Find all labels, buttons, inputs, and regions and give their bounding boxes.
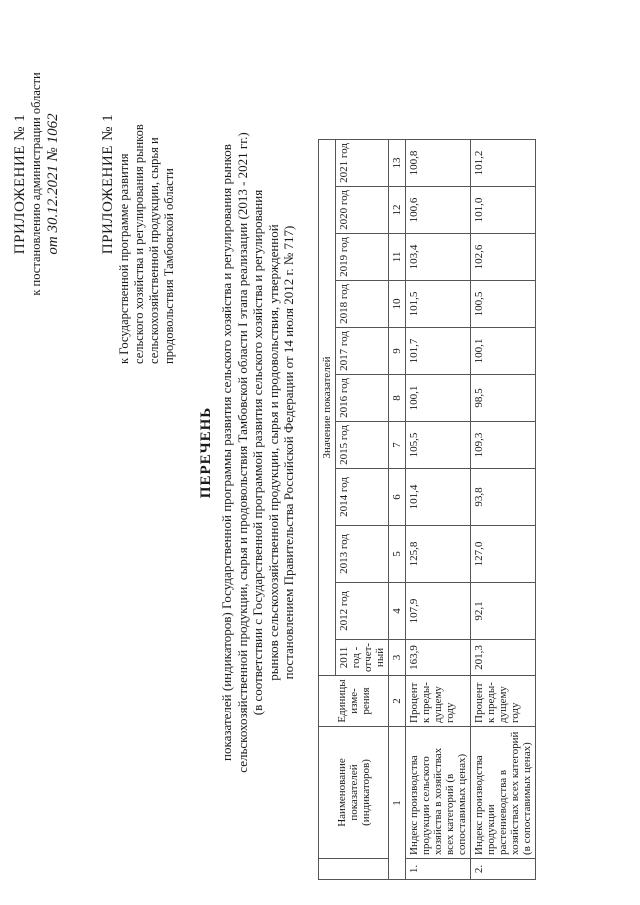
indicator-name-cell: Индекс производства продукции сельского хозяйства в хозяйствах всех категорий (в сопоставимых ценах) <box>406 727 471 859</box>
table-column-numbers-row <box>389 139 406 879</box>
column-number-cell: 4 <box>389 582 406 639</box>
table-header-cell: 2018 год <box>336 280 389 327</box>
table-header-cell: 2016 год <box>336 374 389 421</box>
appendix-title: ПРИЛОЖЕНИЕ № 1 <box>12 113 28 255</box>
column-number-cell: 12 <box>389 186 406 233</box>
heading-line: (в соответствии с Государственной программой развития сельского хозяйства и регулирования <box>250 189 265 716</box>
unit-cell: Процент к преды-дущему году <box>471 676 536 727</box>
value-cell: 163,9 <box>406 639 471 675</box>
column-number-cell: 11 <box>389 233 406 280</box>
table-header-cell: 2013 год <box>336 525 389 582</box>
document-heading <box>198 0 297 905</box>
column-number-cell: 10 <box>389 280 406 327</box>
value-cell: 92,1 <box>471 582 536 639</box>
value-cell: 100,1 <box>471 327 536 374</box>
appendix-program-line: сельскохозяйственной продукции, сырья и <box>147 137 161 364</box>
appendix-program-line: сельского хозяйства и регулирования рынков <box>132 124 146 364</box>
value-cell: 101,0 <box>471 186 536 233</box>
table-header-row <box>319 139 336 879</box>
table-header-cell <box>319 859 389 880</box>
table-header-cell: 2019 год <box>336 233 389 280</box>
value-cell: 101,5 <box>406 280 471 327</box>
appendix-program-title: ПРИЛОЖЕНИЕ № 1 <box>100 113 116 255</box>
heading-line: сельскохозяйственной продукции, сырья и продовольствия Тамбовской области I этапа реализации (2013 - 2021 гг.) <box>234 132 250 773</box>
table-header-cell: 2021 год <box>336 139 389 186</box>
value-cell: 125,8 <box>406 525 471 582</box>
value-cell: 100,8 <box>406 139 471 186</box>
value-cell: 101,2 <box>471 139 536 186</box>
row-number-cell: 1. <box>406 859 471 880</box>
handwritten-date-number: от 30.12.2021 № 1062 <box>45 113 61 255</box>
unit-cell: Процент к преды-дущему году <box>406 676 471 727</box>
value-cell: 100,5 <box>471 280 536 327</box>
value-cell: 101,4 <box>406 468 471 525</box>
appendix-program-line: продовольствия Тамбовской области <box>162 168 176 364</box>
column-number-cell: 1 <box>389 727 406 880</box>
table-row <box>406 139 471 879</box>
value-cell: 93,8 <box>471 468 536 525</box>
appendix-header-program <box>100 4 177 364</box>
appendix-subtitle: к постановлению администрации области <box>29 72 43 296</box>
column-number-cell: 6 <box>389 468 406 525</box>
value-cell: 101,7 <box>406 327 471 374</box>
heading-line: постановлением Правительства Российской Федерации от 14 июля 2012 г. № 717) <box>281 225 296 680</box>
table-header-cell: Единицы изме-рения <box>319 676 389 727</box>
column-number-cell: 7 <box>389 421 406 468</box>
column-number-cell: 13 <box>389 139 406 186</box>
appendix-header-resolution <box>12 4 61 364</box>
column-number-cell: 9 <box>389 327 406 374</box>
column-number-cell: 2 <box>389 676 406 727</box>
table-header-cell: 2017 год <box>336 327 389 374</box>
table-header-cell: Наименование показателей (индикаторов) <box>319 727 389 859</box>
value-cell: 201,3 <box>471 639 536 675</box>
table-header-cell: 2011 год - отчет-ный <box>336 639 389 675</box>
document-title: ПЕРЕЧЕНЬ <box>198 406 214 499</box>
value-cell: 102,6 <box>471 233 536 280</box>
table-header-cell: Значение показателей <box>319 139 336 675</box>
value-cell: 98,5 <box>471 374 536 421</box>
row-number-cell: 2. <box>471 859 536 880</box>
value-cell: 100,6 <box>406 186 471 233</box>
table-row <box>471 139 536 879</box>
heading-line: показателей (индикаторов) Государственной программы развития сельского хозяйства и регулирования рынков <box>219 144 234 761</box>
value-cell: 103,4 <box>406 233 471 280</box>
appendix-program-line: к Государственной программе развития <box>117 153 131 364</box>
value-cell: 127,0 <box>471 525 536 582</box>
indicators-table <box>318 139 536 880</box>
value-cell: 107,9 <box>406 582 471 639</box>
table-header-cell: 2020 год <box>336 186 389 233</box>
column-number-cell: 3 <box>389 639 406 675</box>
table-header-cell: 2015 год <box>336 421 389 468</box>
value-cell: 109,3 <box>471 421 536 468</box>
column-number-cell: 5 <box>389 525 406 582</box>
indicator-name-cell: Индекс производства продукции растениеводства в хозяйствах всех категорий (в сопоставимых ценах) <box>471 727 536 859</box>
table-header-cell: 2012 год <box>336 582 389 639</box>
value-cell: 100,1 <box>406 374 471 421</box>
value-cell: 105,5 <box>406 421 471 468</box>
column-number-cell: 8 <box>389 374 406 421</box>
heading-line: рынков сельскохозяйственной продукции, сырья и продовольствия, утвержденной <box>265 224 281 681</box>
table-header-cell: 2014 год <box>336 468 389 525</box>
